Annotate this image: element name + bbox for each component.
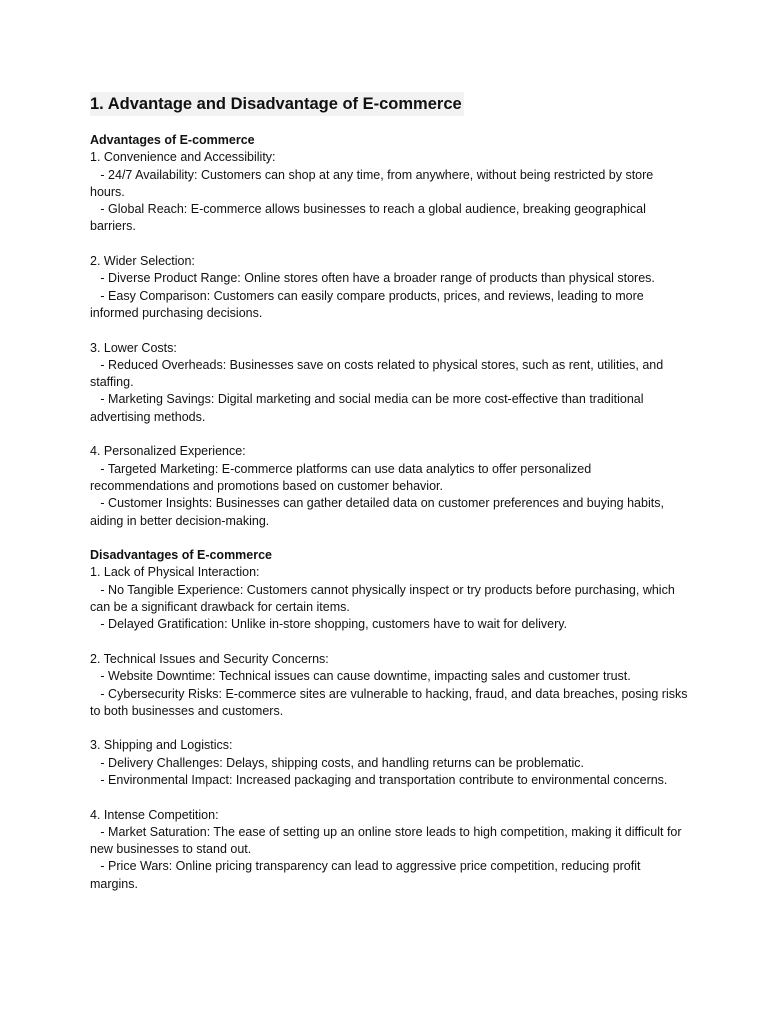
item-title: 4. Personalized Experience:: [90, 444, 246, 459]
bullet-text: - Website Downtime: Technical issues can cause downtime, impacting sales and customer trust.: [90, 669, 631, 684]
bullet-text: - Targeted Marketing: E-commerce platforms can use data analytics to offer personalized recommendations and promotions based on customer behavior.: [90, 461, 595, 493]
item-title: 1. Lack of Physical Interaction:: [90, 565, 260, 580]
section-heading-advantages: Advantages of E-commerce: [90, 133, 255, 147]
bullet-text: - Cybersecurity Risks: E-commerce sites are vulnerable to hacking, fraud, and data breaches, posing risks to both businesses and customers.: [90, 686, 691, 718]
bullet-text: - Customer Insights: Businesses can gather detailed data on customer preferences and buying habits, aiding in better decision-making.: [90, 496, 668, 528]
bullet-text: - Easy Comparison: Customers can easily compare products, prices, and reviews, leading to more informed purchasing decisions.: [90, 288, 648, 320]
bullet-text: - No Tangible Experience: Customers cannot physically inspect or try products before purchasing, which can be a significant drawback for certain items.: [90, 582, 679, 615]
bullet-text: - 24/7 Availability: Customers can shop at any time, from anywhere, without being restricted by store hours.: [90, 167, 657, 199]
bullet-text: - Marketing Savings: Digital marketing and social media can be more cost-effective than traditional advertising methods.: [90, 392, 647, 424]
document-title: 1. Advantage and Disadvantage of E-commerce: [90, 92, 464, 116]
advantages-section: [90, 132, 690, 530]
bullet-text: - Delivery Challenges: Delays, shipping costs, and handling returns can be problematic.: [90, 755, 585, 770]
item-title: 3. Shipping and Logistics:: [90, 738, 233, 753]
list-item: [90, 737, 690, 789]
item-title: 1. Convenience and Accessibility:: [90, 150, 276, 165]
disadvantages-section: [90, 547, 690, 893]
list-item: [90, 253, 690, 322]
bullet-text: - Market Saturation: The ease of setting up an online store leads to high competition, making it difficult for new businesses to stand out.: [90, 824, 686, 857]
bullet-text: - Price Wars: Online pricing transparency can lead to aggressive price competition, reducing profit margins.: [90, 859, 644, 891]
list-item: [90, 149, 690, 235]
list-item: [90, 651, 690, 720]
bullet-text: - Reduced Overheads: Businesses save on costs related to physical stores, such as rent, utilities, and staffing.: [90, 357, 667, 390]
bullet-text: - Global Reach: E-commerce allows businesses to reach a global audience, breaking geographical barriers.: [90, 202, 650, 234]
item-title: 4. Intense Competition:: [90, 807, 219, 822]
item-title: 2. Wider Selection:: [90, 254, 195, 269]
list-item: [90, 564, 690, 633]
item-title: 2. Technical Issues and Security Concerns:: [90, 651, 329, 666]
list-item: [90, 443, 690, 529]
bullet-text: - Delayed Gratification: Unlike in-store shopping, customers have to wait for delivery.: [90, 617, 568, 632]
list-item: [90, 340, 690, 426]
bullet-text: - Diverse Product Range: Online stores often have a broader range of products than physical stores.: [90, 271, 655, 286]
document-page: [90, 92, 690, 910]
list-item: [90, 807, 690, 893]
section-heading-disadvantages: Disadvantages of E-commerce: [90, 548, 273, 563]
item-title: 3. Lower Costs:: [90, 340, 177, 355]
bullet-text: - Environmental Impact: Increased packaging and transportation contribute to environmental concerns.: [90, 772, 668, 787]
